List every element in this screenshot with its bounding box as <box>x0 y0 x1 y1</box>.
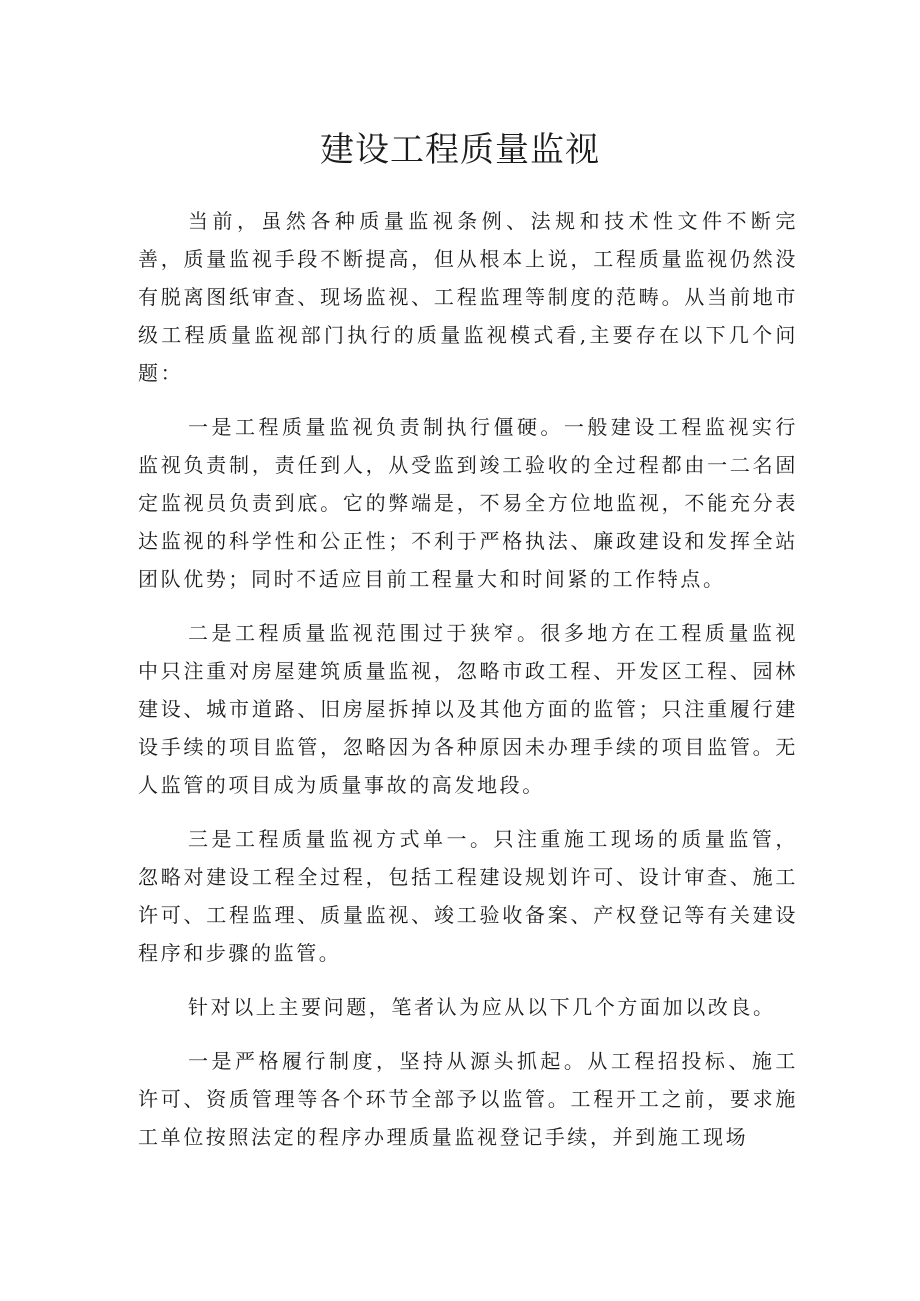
paragraph-improvement-1: 一是严格履行制度，坚持从源头抓起。从工程招投标、施工许可、资质管理等各个环节全部予以监管。工程开工之前，要求施工单位按照法定的程序办理质量监视登记手续，并到施工现场 <box>138 1049 798 1149</box>
paragraph-issue-1: 一是工程质量监视负责制执行僵硬。一般建设工程监视实行监视负责制，责任到人，从受监到竣工验收的全过程都由一二名固定监视员负责到底。它的弊端是，不易全方位地监视，不能充分表达监视的科学性和公正性；不利于严格执法、廉政建设和发挥全站团队优势；同时不适应目前工程量大和时间紧的工作特点。 <box>138 415 798 591</box>
paragraph-transition: 针对以上主要问题，笔者认为应从以下几个方面加以改良。 <box>188 995 776 1019</box>
paragraph-issue-2: 二是工程质量监视范围过于狭窄。很多地方在工程质量监视中只注重对房屋建筑质量监视，忽略市政工程、开发区工程、园林建设、城市道路、旧房屋拆掉以及其他方面的监管；只注重履行建设手续的项目监管，忽略因为各种原因未办理手续的项目监管。无人监管的项目成为质量事故的高发地段。 <box>138 621 798 797</box>
document-body <box>138 202 798 1172</box>
paragraph-intro: 当前，虽然各种质量监视条例、法规和技术性文件不断完善，质量监视手段不断提高，但从根本上说，工程质量监视仍然没有脱离图纸审查、现场监视、工程监理等制度的范畴。从当前地市级工程质量监视部门执行的质量监视模式看,主要存在以下几个问题： <box>138 209 798 385</box>
paragraph-issue-3: 三是工程质量监视方式单一。只注重施工现场的质量监管，忽略对建设工程全过程，包括工程建设规划许可、设计审查、施工许可、工程监理、质量监视、竣工验收备案、产权登记等有关建设程序和步骤的监管。 <box>138 827 798 965</box>
document-title: 建设工程质量监视 <box>320 130 600 170</box>
